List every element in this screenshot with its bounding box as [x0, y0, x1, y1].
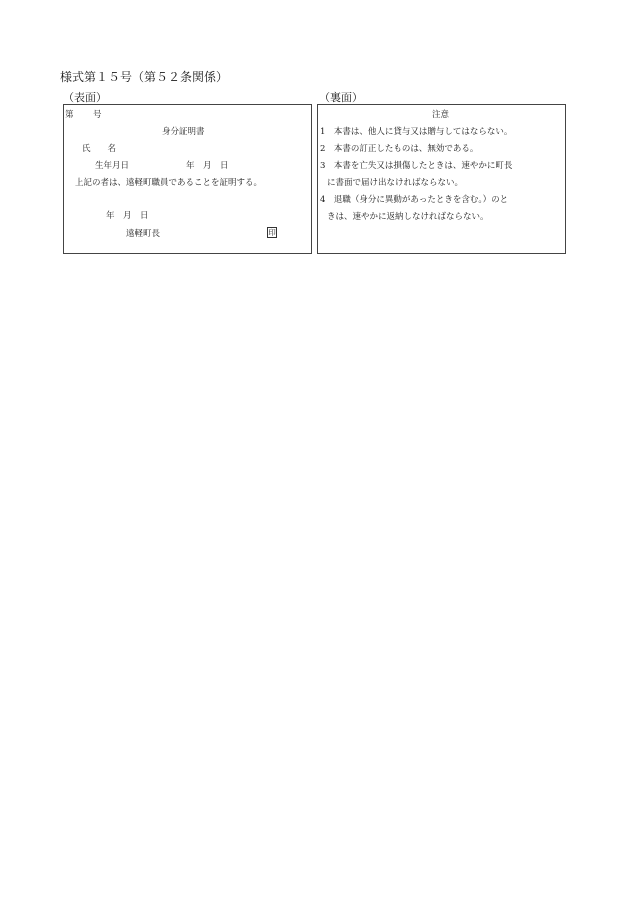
dob-label: 生年月日	[95, 161, 130, 171]
back-side-label: （裏面）	[319, 91, 363, 104]
dob-value: 年 月 日	[186, 161, 229, 171]
notice-item-4-cont: きは、速やかに返納しなければならない。	[327, 212, 489, 222]
id-card-back	[317, 104, 566, 254]
notice-heading: 注意	[432, 110, 450, 120]
card-heading: 身分証明書	[162, 127, 205, 137]
number-suffix: 号	[93, 110, 102, 120]
notice-item-3: 3 本書を亡失又は損傷したときは、速やかに町長	[320, 161, 513, 171]
notice-item-3-cont: に書面で届け出なければならない。	[327, 178, 464, 188]
issuer-title: 遠軽町長	[126, 229, 161, 239]
certification-statement: 上記の者は、遠軽町職員であることを証明する。	[75, 178, 263, 188]
notice-item-4: 4 退職（身分に異動があったときを含む。）のと	[320, 195, 509, 205]
number-prefix: 第	[65, 110, 74, 120]
issue-date: 年 月 日	[106, 211, 149, 221]
id-card-front	[63, 104, 312, 254]
name-label: 氏 名	[82, 144, 117, 154]
form-title: 様式第１５号（第５２条関係）	[60, 70, 229, 84]
notice-item-2: 2 本書の訂正したものは、無効である。	[320, 144, 479, 154]
notice-item-1: 1 本書は、他人に貸与又は贈与してはならない。	[320, 127, 513, 137]
front-side-label: （表面）	[63, 91, 107, 104]
seal-mark: 印	[268, 228, 276, 237]
